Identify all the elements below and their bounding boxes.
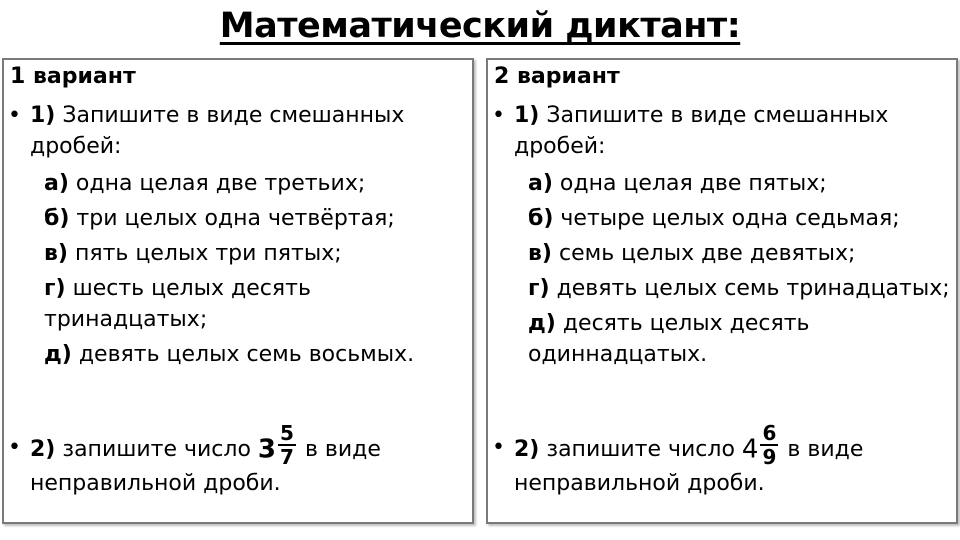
list-item: а) одна целая две третьих; (44, 171, 366, 196)
question-number: 1) (30, 103, 56, 128)
mixed-number-whole: 3 (257, 434, 277, 465)
bullet-icon: • (492, 435, 505, 460)
bullet-icon: • (8, 435, 21, 460)
list-item: в) семь целых две девятых; (528, 241, 856, 266)
variant-heading: 2 вариант (494, 64, 620, 89)
list-item: г) шесть целых десять тринадцатых; (44, 276, 311, 332)
question-1 (8, 100, 466, 162)
question-number: 2) (514, 437, 540, 462)
question-1 (492, 100, 950, 162)
bullet-icon: • (492, 103, 505, 128)
question-text: Запишите в виде смешанных дробей: (514, 103, 889, 159)
list-item: д) десять целых десять одиннадцатых. (528, 311, 810, 367)
list-item: в) пять целых три пятых; (44, 241, 342, 266)
list-item: г) девять целых семь тринадцатых; (528, 276, 950, 301)
variant-2-card (486, 58, 958, 524)
question-number: 2) (30, 437, 56, 462)
bullet-icon: • (8, 103, 21, 128)
question-2: • 2) запишите число 4 $\frac{6}{9}$ в виде неправильной дроби. (492, 421, 864, 496)
question-number: 1) (514, 103, 540, 128)
fraction: $\frac{5}{7}$ (280, 421, 294, 469)
list-item: б) три целых одна четвёртая; (44, 206, 395, 231)
mixed-number-whole: 4 (741, 434, 759, 465)
variant-1-card (2, 58, 474, 524)
fraction: $\frac{6}{9}$ (762, 421, 777, 469)
question-2: • 2) запишите число 3 $\frac{5}{7}$ в виде неправильной дроби. (8, 421, 381, 496)
list-item: а) одна целая две пятых; (528, 171, 827, 196)
list-item: д) девять целых семь восьмых. (44, 342, 415, 367)
list-item: б) четыре целых одна седьмая; (528, 206, 900, 231)
page-title: Математический диктант: (219, 6, 741, 46)
options-list (44, 168, 466, 374)
variant-heading: 1 вариант (10, 64, 136, 89)
question-text: Запишите в виде смешанных дробей: (30, 103, 405, 159)
options-list (528, 168, 950, 374)
